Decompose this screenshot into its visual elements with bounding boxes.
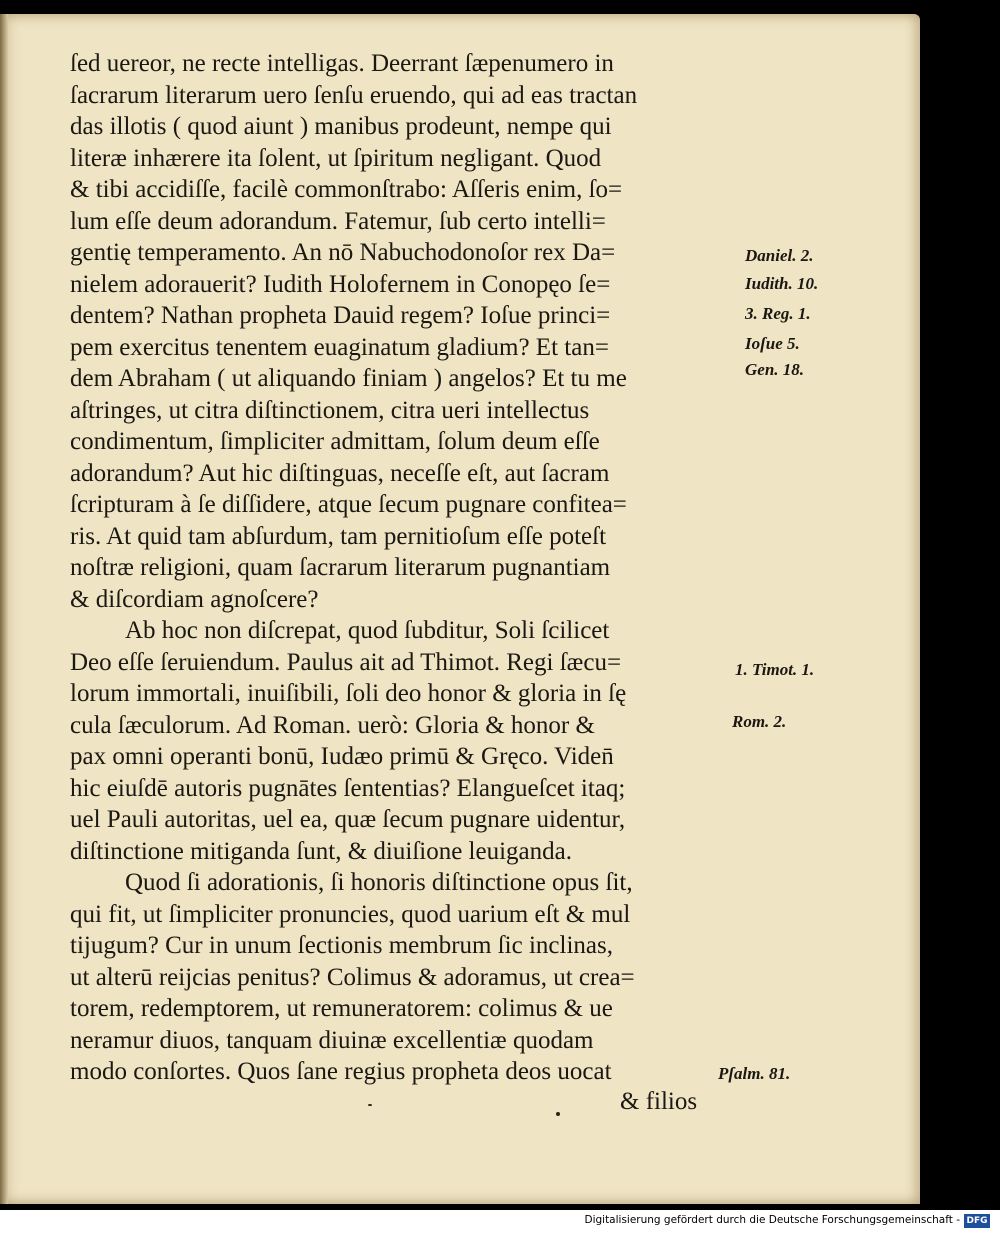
text-line: gentię temperamento. An nō Nabuchodonoſor rex Da= [70, 239, 616, 266]
text-line: Quod ſi adorationis, ſi honoris diſtinctione opus ſit, [125, 869, 633, 896]
text-line: uel Pauli autoritas, uel ea, quæ ſecum pugnare uidentur, [70, 806, 626, 833]
marginal-note: Pſalm. 81. [718, 1064, 791, 1083]
text-line: Deo eſſe ſeruiendum. Paulus ait ad Thimot. Regi ſæcu= [70, 648, 622, 676]
text-line: ſacrarum literarum uero ſenſu eruendo, qui ad eas tractan [70, 81, 638, 109]
marginal-note: Iudith. 10. [745, 274, 819, 293]
text-line: pax omni operanti bonū, Iudæo primū & Gręco. Viden̄ [70, 743, 614, 770]
text-line: ris. At quid tam abſurdum, tam pernitioſum eſſe poteſt [70, 522, 607, 550]
text-line: dentem? Nathan propheta Dauid regem? Ioſue princi= [70, 302, 611, 329]
text-line: diſtinctione mitiganda ſunt, & diuiſione leuiganda. [70, 837, 572, 865]
page-body-text [70, 48, 750, 1088]
text-line: ſed uereor, ne recte intelligas. Deerrant ſæpenumero in [70, 50, 614, 77]
text-line: nielem adorauerit? Iudith Holofernem in Conopęo ſe= [70, 270, 611, 298]
marginal-note: 1. Timot. 1. [735, 660, 815, 679]
text-line: torem, redemptorem, ut remuneratorem: colimus & ue [70, 995, 613, 1022]
text-line: lorum immortali, inuiſibili, ſoli deo honor & gloria in ſę [70, 680, 627, 707]
catchword: & filios [620, 1088, 698, 1115]
text-line: qui fit, ut ſimpliciter pronuncies, quod uarium eſt & mul [70, 900, 631, 928]
text-line: modo conſortes. Quos ſane regius propheta deos uocat [70, 1058, 612, 1085]
text-line: hic eiuſdē autoris pugnātes ſententias? Elangueſcet itaq; [70, 774, 626, 802]
text-line: cula ſæculorum. Ad Roman. uerò: Gloria & honor & [70, 711, 595, 739]
marginal-note: Rom. 2. [732, 712, 787, 731]
text-line: lum eſſe deum adorandum. Fatemur, ſub certo intelli= [70, 207, 606, 235]
marginal-note: Gen. 18. [745, 360, 805, 379]
text-line: & diſcordiam agnoſcere? [70, 585, 319, 613]
text-line: neramur diuos, tanquam diuinæ excellentiæ quodam [70, 1026, 594, 1054]
text-line: aſtringes, ut citra diſtinctionem, citra ueri intellectus [70, 396, 590, 424]
funding-notice: Digitalisierung gefördert durch die Deutsche Forschungsgemeinschaft - [584, 1214, 960, 1226]
marginal-note: Daniel. 2. [745, 246, 814, 265]
text-line: condimentum, ſimpliciter admittam, ſolum deum eſſe [70, 428, 600, 455]
text-line: dem Abraham ( ut aliquando finiam ) angelos? Et tu me [70, 365, 627, 392]
text-line: tijugum? Cur in unum ſectionis membrum ſic inclinas, [70, 932, 613, 959]
text-line: & tibi accidiſſe, facilè commonſtrabo: Aſſeris enim, ſo= [70, 176, 623, 203]
text-line: pem exercitus tenentem euaginatum gladium? Et tan= [70, 333, 609, 361]
ink-speck [368, 1104, 372, 1106]
text-line: noſtræ religioni, quam ſacrarum literarum pugnantiam [70, 554, 611, 581]
digitization-footer [0, 1210, 1000, 1233]
marginal-note: 3. Reg. 1. [745, 304, 811, 323]
text-line: adorandum? Aut hic diſtinguas, neceſſe eſt, aut ſacram [70, 459, 610, 487]
text-line: ut alterū reijcias penitus? Colimus & adoramus, ut crea= [70, 963, 635, 991]
marginal-note: Ioſue 5. [745, 334, 800, 353]
text-line: ſcripturam à ſe diſſidere, atque ſecum pugnare confitea= [70, 491, 627, 518]
text-line: das illotis ( quod aiunt ) manibus prodeunt, nempe qui [70, 113, 612, 140]
page-gutter-shadow [0, 14, 8, 1204]
text-line: Ab hoc non diſcrepat, quod ſubditur, Soli ſcilicet [125, 617, 610, 644]
dfg-logo: DFG [964, 1214, 990, 1228]
text-line: literæ inhærere ita ſolent, ut ſpiritum negligant. Quod [70, 144, 602, 172]
ink-speck [556, 1112, 560, 1116]
